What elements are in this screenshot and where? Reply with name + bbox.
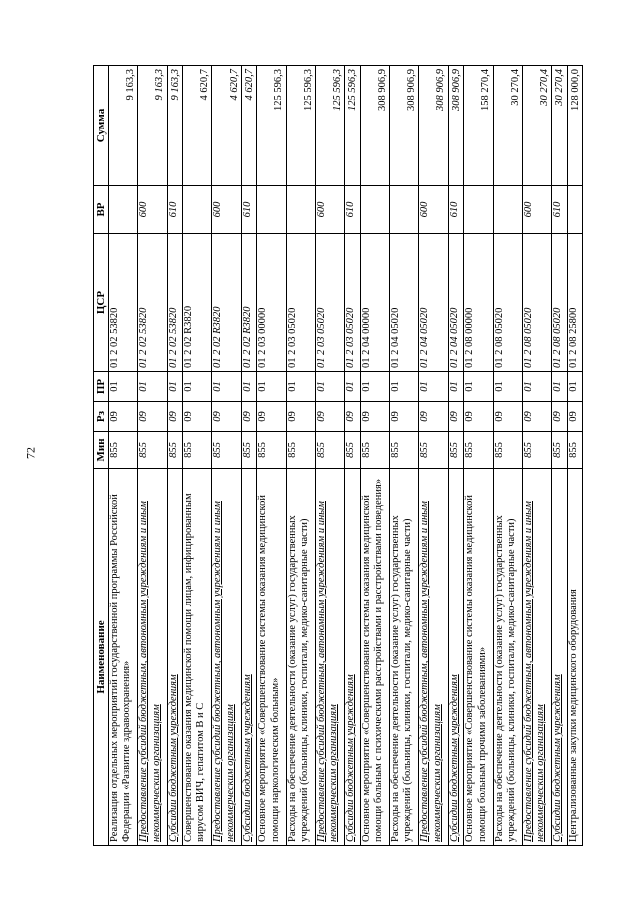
cell-vr (390, 186, 419, 234)
cell-pr: 01 (552, 372, 567, 402)
cell-sum: 4 620,7 (183, 66, 212, 186)
cell-vr (360, 186, 389, 234)
cell-csr: 01 2 03 05020 (345, 234, 360, 372)
budget-table (93, 65, 583, 846)
cell-rz: 09 (241, 402, 256, 432)
cell-pr: 01 (464, 372, 493, 402)
table-row (315, 66, 344, 846)
header-csr: ЦСР (94, 234, 109, 372)
cell-name: Предоставление субсидий бюджетным, автономным учреждениям и иным некоммерческим организациям (138, 469, 167, 846)
table-header-row (94, 66, 109, 846)
cell-min: 855 (567, 432, 582, 469)
cell-sum: 125 596,3 (345, 66, 360, 186)
cell-pr: 01 (390, 372, 419, 402)
cell-csr: 01 2 02 53820 (109, 234, 138, 372)
cell-rz: 09 (390, 402, 419, 432)
table-row (241, 66, 256, 846)
cell-pr: 01 (567, 372, 582, 402)
cell-rz: 09 (183, 402, 212, 432)
cell-pr: 01 (522, 372, 551, 402)
cell-csr: 01 2 02 R3820 (241, 234, 256, 372)
cell-min: 855 (448, 432, 463, 469)
cell-min: 855 (183, 432, 212, 469)
cell-vr: 600 (212, 186, 241, 234)
cell-pr: 01 (315, 372, 344, 402)
table-row (493, 66, 522, 846)
header-min: Мин (94, 432, 109, 469)
cell-sum: 30 270,4 (493, 66, 522, 186)
header-pr: ПР (94, 372, 109, 402)
cell-rz: 09 (448, 402, 463, 432)
table-row (167, 66, 182, 846)
cell-name: Основное мероприятие «Совершенствование системы оказания медицинской помощи больным с психическими расстройствами и расстройствами поведения» (360, 469, 389, 846)
cell-name: Совершенствование оказания медицинской помощи лицам, инфицированным вирусом ВИЧ, гепатитом В и С (183, 469, 212, 846)
table-row (345, 66, 360, 846)
table-row (448, 66, 463, 846)
table-row (183, 66, 212, 846)
table-row (567, 66, 582, 846)
cell-csr: 01 2 08 25800 (567, 234, 582, 372)
cell-rz: 09 (167, 402, 182, 432)
cell-csr: 01 2 04 05020 (448, 234, 463, 372)
cell-vr: 610 (552, 186, 567, 234)
cell-sum: 125 596,3 (257, 66, 286, 186)
cell-name: Централизованные закупки медицинского оборудования (567, 469, 582, 846)
cell-rz: 09 (345, 402, 360, 432)
table-row (360, 66, 389, 846)
table-row (257, 66, 286, 846)
cell-sum: 158 270,4 (464, 66, 493, 186)
header-vr: ВР (94, 186, 109, 234)
cell-min: 855 (552, 432, 567, 469)
cell-pr: 01 (241, 372, 256, 402)
table-row (286, 66, 315, 846)
cell-csr: 01 2 02 R3820 (212, 234, 241, 372)
cell-csr: 01 2 04 05020 (419, 234, 448, 372)
cell-vr: 600 (315, 186, 344, 234)
cell-min: 855 (167, 432, 182, 469)
cell-name: Субсидии бюджетным учреждениям (448, 469, 463, 846)
cell-name: Предоставление субсидий бюджетным, автономным учреждениям и иным некоммерческим организациям (315, 469, 344, 846)
cell-vr: 600 (522, 186, 551, 234)
cell-sum: 125 596,3 (286, 66, 315, 186)
cell-vr (567, 186, 582, 234)
cell-sum: 308 906,9 (419, 66, 448, 186)
cell-csr: 01 2 08 05020 (493, 234, 522, 372)
table-row (419, 66, 448, 846)
cell-min: 855 (464, 432, 493, 469)
cell-sum: 308 906,9 (360, 66, 389, 186)
cell-name: Предоставление субсидий бюджетным, автономным учреждениям и иным некоммерческим организациям (522, 469, 551, 846)
cell-pr: 01 (109, 372, 138, 402)
cell-pr: 01 (167, 372, 182, 402)
cell-vr: 610 (167, 186, 182, 234)
cell-rz: 09 (212, 402, 241, 432)
header-name: Наименование (94, 469, 109, 846)
cell-vr (257, 186, 286, 234)
cell-name: Субсидии бюджетным учреждениям (167, 469, 182, 846)
cell-pr: 01 (257, 372, 286, 402)
cell-sum: 308 906,9 (390, 66, 419, 186)
cell-vr (109, 186, 138, 234)
cell-pr: 01 (183, 372, 212, 402)
cell-rz: 09 (522, 402, 551, 432)
cell-csr: 01 2 04 00000 (360, 234, 389, 372)
cell-min: 855 (212, 432, 241, 469)
cell-csr: 01 2 02 53820 (167, 234, 182, 372)
table-row (212, 66, 241, 846)
cell-vr (286, 186, 315, 234)
cell-name: Основное мероприятие «Совершенствование системы оказания медицинской помощи больным прочими заболеваниями» (464, 469, 493, 846)
table-row (552, 66, 567, 846)
cell-vr: 610 (345, 186, 360, 234)
cell-name: Предоставление субсидий бюджетным, автономным учреждениям и иным некоммерческим организациям (212, 469, 241, 846)
cell-rz: 09 (315, 402, 344, 432)
cell-min: 855 (315, 432, 344, 469)
cell-rz: 09 (419, 402, 448, 432)
cell-pr: 01 (138, 372, 167, 402)
cell-name: Предоставление субсидий бюджетным, автономным учреждениям и иным некоммерческим организациям (419, 469, 448, 846)
cell-name: Расходы на обеспечение деятельности (оказание услуг) государственных учреждений (больницы, клиники, госпитали, медико-санитарные части) (390, 469, 419, 846)
cell-csr: 01 2 04 05020 (390, 234, 419, 372)
cell-min: 855 (522, 432, 551, 469)
table-row (464, 66, 493, 846)
cell-rz: 09 (286, 402, 315, 432)
table-row (390, 66, 419, 846)
table-row (109, 66, 138, 846)
cell-vr: 610 (241, 186, 256, 234)
cell-min: 855 (360, 432, 389, 469)
cell-min: 855 (257, 432, 286, 469)
cell-csr: 01 2 08 05020 (522, 234, 551, 372)
cell-pr: 01 (419, 372, 448, 402)
cell-name: Основное мероприятие «Совершенствование системы оказания медицинской помощи наркологическим больным» (257, 469, 286, 846)
cell-name: Субсидии бюджетным учреждениям (552, 469, 567, 846)
cell-csr: 01 2 02 R3820 (183, 234, 212, 372)
cell-pr: 01 (448, 372, 463, 402)
cell-csr: 01 2 03 05020 (286, 234, 315, 372)
cell-sum: 128 000,0 (567, 66, 582, 186)
cell-vr (183, 186, 212, 234)
cell-pr: 01 (345, 372, 360, 402)
cell-name: Расходы на обеспечение деятельности (оказание услуг) государственных учреждений (больницы, клиники, госпитали, медико-санитарные части) (493, 469, 522, 846)
header-rz: Рз (94, 402, 109, 432)
cell-rz: 09 (109, 402, 138, 432)
cell-sum: 30 270,4 (522, 66, 551, 186)
cell-min: 855 (345, 432, 360, 469)
cell-pr: 01 (286, 372, 315, 402)
cell-pr: 01 (212, 372, 241, 402)
cell-vr (493, 186, 522, 234)
page-number: 72 (23, 447, 38, 459)
cell-csr: 01 2 03 05020 (315, 234, 344, 372)
cell-csr: 01 2 03 00000 (257, 234, 286, 372)
cell-name: Субсидии бюджетным учреждениям (241, 469, 256, 846)
cell-csr: 01 2 02 53820 (138, 234, 167, 372)
table-body (109, 66, 583, 846)
header-sum: Сумма (94, 66, 109, 186)
cell-min: 855 (109, 432, 138, 469)
cell-pr: 01 (493, 372, 522, 402)
cell-rz: 09 (360, 402, 389, 432)
cell-min: 855 (241, 432, 256, 469)
cell-rz: 09 (493, 402, 522, 432)
cell-sum: 9 163,3 (109, 66, 138, 186)
cell-rz: 09 (464, 402, 493, 432)
cell-name: Реализация отдельных мероприятий государственной программы Российской Федерации «Развитие здравоохранения» (109, 469, 138, 846)
cell-sum: 4 620,7 (241, 66, 256, 186)
cell-min: 855 (286, 432, 315, 469)
cell-sum: 30 270,4 (552, 66, 567, 186)
cell-sum: 9 163,3 (138, 66, 167, 186)
cell-pr: 01 (360, 372, 389, 402)
table-row (522, 66, 551, 846)
cell-sum: 125 596,3 (315, 66, 344, 186)
cell-min: 855 (419, 432, 448, 469)
cell-sum: 9 163,3 (167, 66, 182, 186)
cell-sum: 308 906,9 (448, 66, 463, 186)
cell-sum: 4 620,7 (212, 66, 241, 186)
cell-vr (464, 186, 493, 234)
cell-vr: 600 (419, 186, 448, 234)
cell-min: 855 (493, 432, 522, 469)
cell-name: Субсидии бюджетным учреждениям (345, 469, 360, 846)
cell-rz: 09 (257, 402, 286, 432)
rotated-table-container (93, 66, 583, 846)
cell-vr: 610 (448, 186, 463, 234)
cell-min: 855 (138, 432, 167, 469)
cell-rz: 09 (138, 402, 167, 432)
cell-csr: 01 2 08 05020 (552, 234, 567, 372)
cell-vr: 600 (138, 186, 167, 234)
table-row (138, 66, 167, 846)
cell-csr: 01 2 08 00000 (464, 234, 493, 372)
cell-name: Расходы на обеспечение деятельности (оказание услуг) государственных учреждений (больницы, клиники, госпитали, медико-санитарные части) (286, 469, 315, 846)
cell-rz: 09 (552, 402, 567, 432)
cell-min: 855 (390, 432, 419, 469)
cell-rz: 09 (567, 402, 582, 432)
